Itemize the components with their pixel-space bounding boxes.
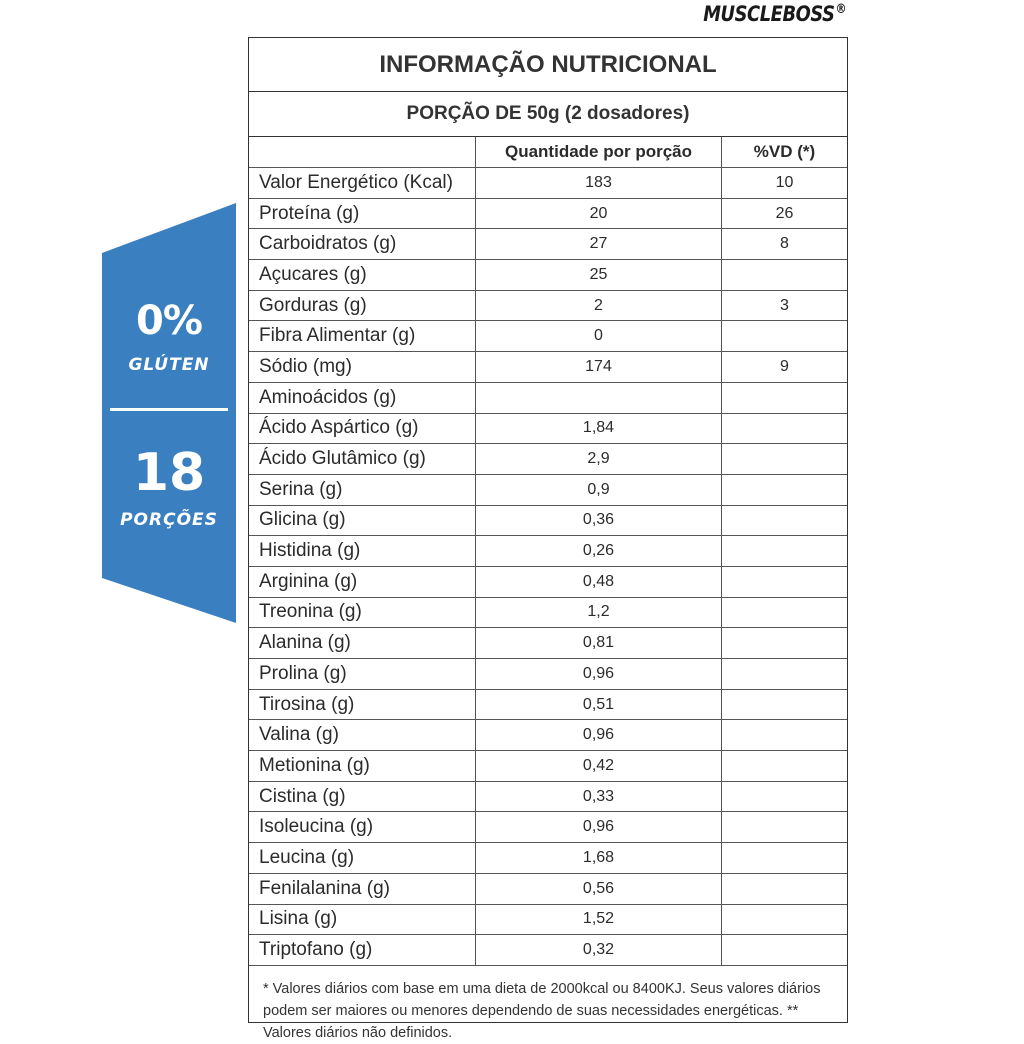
table-row bbox=[249, 659, 847, 690]
table-row bbox=[249, 229, 847, 260]
nutrient-name: Histidina (g) bbox=[249, 536, 476, 566]
table-row bbox=[249, 321, 847, 352]
daily-value bbox=[722, 751, 847, 781]
portion-size: PORÇÃO DE 50g (2 dosadores) bbox=[249, 92, 847, 137]
daily-value bbox=[722, 536, 847, 566]
nutrient-name: Tirosina (g) bbox=[249, 690, 476, 720]
table-row bbox=[249, 812, 847, 843]
nutrient-name: Proteína (g) bbox=[249, 199, 476, 229]
daily-value bbox=[722, 935, 847, 965]
nutrient-name: Açucares (g) bbox=[249, 260, 476, 290]
quantity-value: 0,56 bbox=[476, 874, 722, 904]
table-row bbox=[249, 352, 847, 383]
badge-divider bbox=[110, 408, 228, 411]
table-row bbox=[249, 291, 847, 322]
gluten-label: GLÚTEN bbox=[128, 355, 210, 375]
table-row bbox=[249, 506, 847, 537]
daily-value: 9 bbox=[780, 357, 789, 375]
daily-value bbox=[722, 659, 847, 689]
nutrient-name: Triptofano (g) bbox=[249, 935, 476, 965]
table-row bbox=[249, 598, 847, 629]
table-row bbox=[249, 628, 847, 659]
daily-value: 26 bbox=[775, 204, 794, 222]
daily-value bbox=[722, 475, 847, 505]
quantity-value: 0,32 bbox=[476, 935, 722, 965]
table-row bbox=[249, 414, 847, 445]
nutrient-name: Gorduras (g) bbox=[249, 291, 476, 321]
table-row bbox=[249, 690, 847, 721]
nutrient-name: Carboidratos (g) bbox=[249, 229, 476, 259]
table-row bbox=[249, 720, 847, 751]
quantity-value: 0,96 bbox=[476, 812, 722, 842]
daily-value bbox=[722, 598, 847, 628]
nutrient-name: Sódio (mg) bbox=[249, 352, 476, 382]
nutrient-name: Valina (g) bbox=[249, 720, 476, 750]
table-row bbox=[249, 567, 847, 598]
servings-label: PORÇÕES bbox=[120, 510, 218, 530]
quantity-value: 183 bbox=[476, 168, 722, 198]
quantity-value bbox=[476, 383, 722, 413]
daily-value bbox=[722, 506, 847, 536]
quantity-value: 0 bbox=[476, 321, 722, 351]
daily-value bbox=[722, 905, 847, 935]
quantity-value: 2,9 bbox=[476, 444, 722, 474]
nutrient-name: Cistina (g) bbox=[249, 782, 476, 812]
nutrient-name: Metionina (g) bbox=[249, 751, 476, 781]
quantity-value: 0,81 bbox=[476, 628, 722, 658]
daily-value: 10 bbox=[775, 173, 794, 191]
table-row bbox=[249, 935, 847, 966]
brand-name: MUSCLEBOSS bbox=[703, 2, 835, 26]
nutrient-name: Arginina (g) bbox=[249, 567, 476, 597]
header-quantity: Quantidade por porção bbox=[476, 137, 722, 167]
daily-value bbox=[722, 383, 847, 413]
table-row bbox=[249, 843, 847, 874]
table-row bbox=[249, 168, 847, 199]
quantity-value: 0,26 bbox=[476, 536, 722, 566]
gluten-servings-badge bbox=[102, 203, 236, 623]
nutrient-name: Leucina (g) bbox=[249, 843, 476, 873]
table-row bbox=[249, 444, 847, 475]
table-row bbox=[249, 475, 847, 506]
daily-value bbox=[722, 567, 847, 597]
footnote: * Valores diários com base em uma dieta de 2000kcal ou 8400KJ. Seus valores diários podem ser maiores ou menores dependendo de suas necessidades energéticas. ** Valores diários não definidos. bbox=[263, 980, 821, 1041]
nutrition-table bbox=[248, 37, 848, 1041]
daily-value bbox=[722, 321, 847, 351]
daily-value: 8 bbox=[780, 235, 789, 253]
daily-value bbox=[722, 812, 847, 842]
daily-value: 3 bbox=[780, 296, 789, 314]
daily-value bbox=[722, 843, 847, 873]
quantity-value: 0,33 bbox=[476, 782, 722, 812]
daily-value bbox=[722, 414, 847, 444]
table-body bbox=[249, 168, 847, 966]
daily-value bbox=[722, 874, 847, 904]
daily-value bbox=[722, 444, 847, 474]
table-row bbox=[249, 383, 847, 414]
nutrient-name: Fibra Alimentar (g) bbox=[249, 321, 476, 351]
nutrient-name: Valor Energético (Kcal) bbox=[249, 168, 476, 198]
quantity-value: 1,52 bbox=[476, 905, 722, 935]
servings-count: 18 bbox=[132, 443, 206, 503]
quantity-value: 1,68 bbox=[476, 843, 722, 873]
header-daily-value: %VD (*) bbox=[753, 142, 816, 161]
quantity-value: 27 bbox=[476, 229, 722, 259]
daily-value bbox=[722, 628, 847, 658]
nutrient-name: Ácido Aspártico (g) bbox=[249, 414, 476, 444]
nutrient-name: Ácido Glutâmico (g) bbox=[249, 444, 476, 474]
table-row bbox=[249, 874, 847, 905]
badge-shape bbox=[102, 203, 236, 623]
daily-value bbox=[722, 720, 847, 750]
quantity-value: 20 bbox=[476, 199, 722, 229]
table-title: INFORMAÇÃO NUTRICIONAL bbox=[249, 38, 847, 92]
daily-value bbox=[722, 690, 847, 720]
registered-mark: ® bbox=[835, 2, 846, 17]
quantity-value: 1,2 bbox=[476, 598, 722, 628]
quantity-value: 2 bbox=[476, 291, 722, 321]
nutrient-name: Aminoácidos (g) bbox=[249, 383, 476, 413]
nutrient-name: Treonina (g) bbox=[249, 598, 476, 628]
gluten-percent: 0% bbox=[136, 298, 202, 344]
header-nutrient bbox=[249, 137, 476, 167]
table-row bbox=[249, 905, 847, 936]
table-header-row bbox=[249, 137, 847, 168]
quantity-value: 0,51 bbox=[476, 690, 722, 720]
daily-value bbox=[722, 782, 847, 812]
daily-value bbox=[722, 260, 847, 290]
quantity-value: 0,42 bbox=[476, 751, 722, 781]
table-row bbox=[249, 751, 847, 782]
quantity-value: 0,96 bbox=[476, 659, 722, 689]
nutrient-name: Serina (g) bbox=[249, 475, 476, 505]
nutrient-name: Alanina (g) bbox=[249, 628, 476, 658]
quantity-value: 174 bbox=[476, 352, 722, 382]
nutrient-name: Lisina (g) bbox=[249, 905, 476, 935]
nutrient-name: Fenilalanina (g) bbox=[249, 874, 476, 904]
brand-logo bbox=[703, 2, 846, 26]
table-row bbox=[249, 536, 847, 567]
quantity-value: 0,96 bbox=[476, 720, 722, 750]
quantity-value: 1,84 bbox=[476, 414, 722, 444]
quantity-value: 25 bbox=[476, 260, 722, 290]
nutrient-name: Prolina (g) bbox=[249, 659, 476, 689]
nutrient-name: Isoleucina (g) bbox=[249, 812, 476, 842]
quantity-value: 0,48 bbox=[476, 567, 722, 597]
table-row bbox=[249, 199, 847, 230]
nutrient-name: Glicina (g) bbox=[249, 506, 476, 536]
table-row bbox=[249, 260, 847, 291]
quantity-value: 0,9 bbox=[476, 475, 722, 505]
table-row bbox=[249, 782, 847, 813]
quantity-value: 0,36 bbox=[476, 506, 722, 536]
